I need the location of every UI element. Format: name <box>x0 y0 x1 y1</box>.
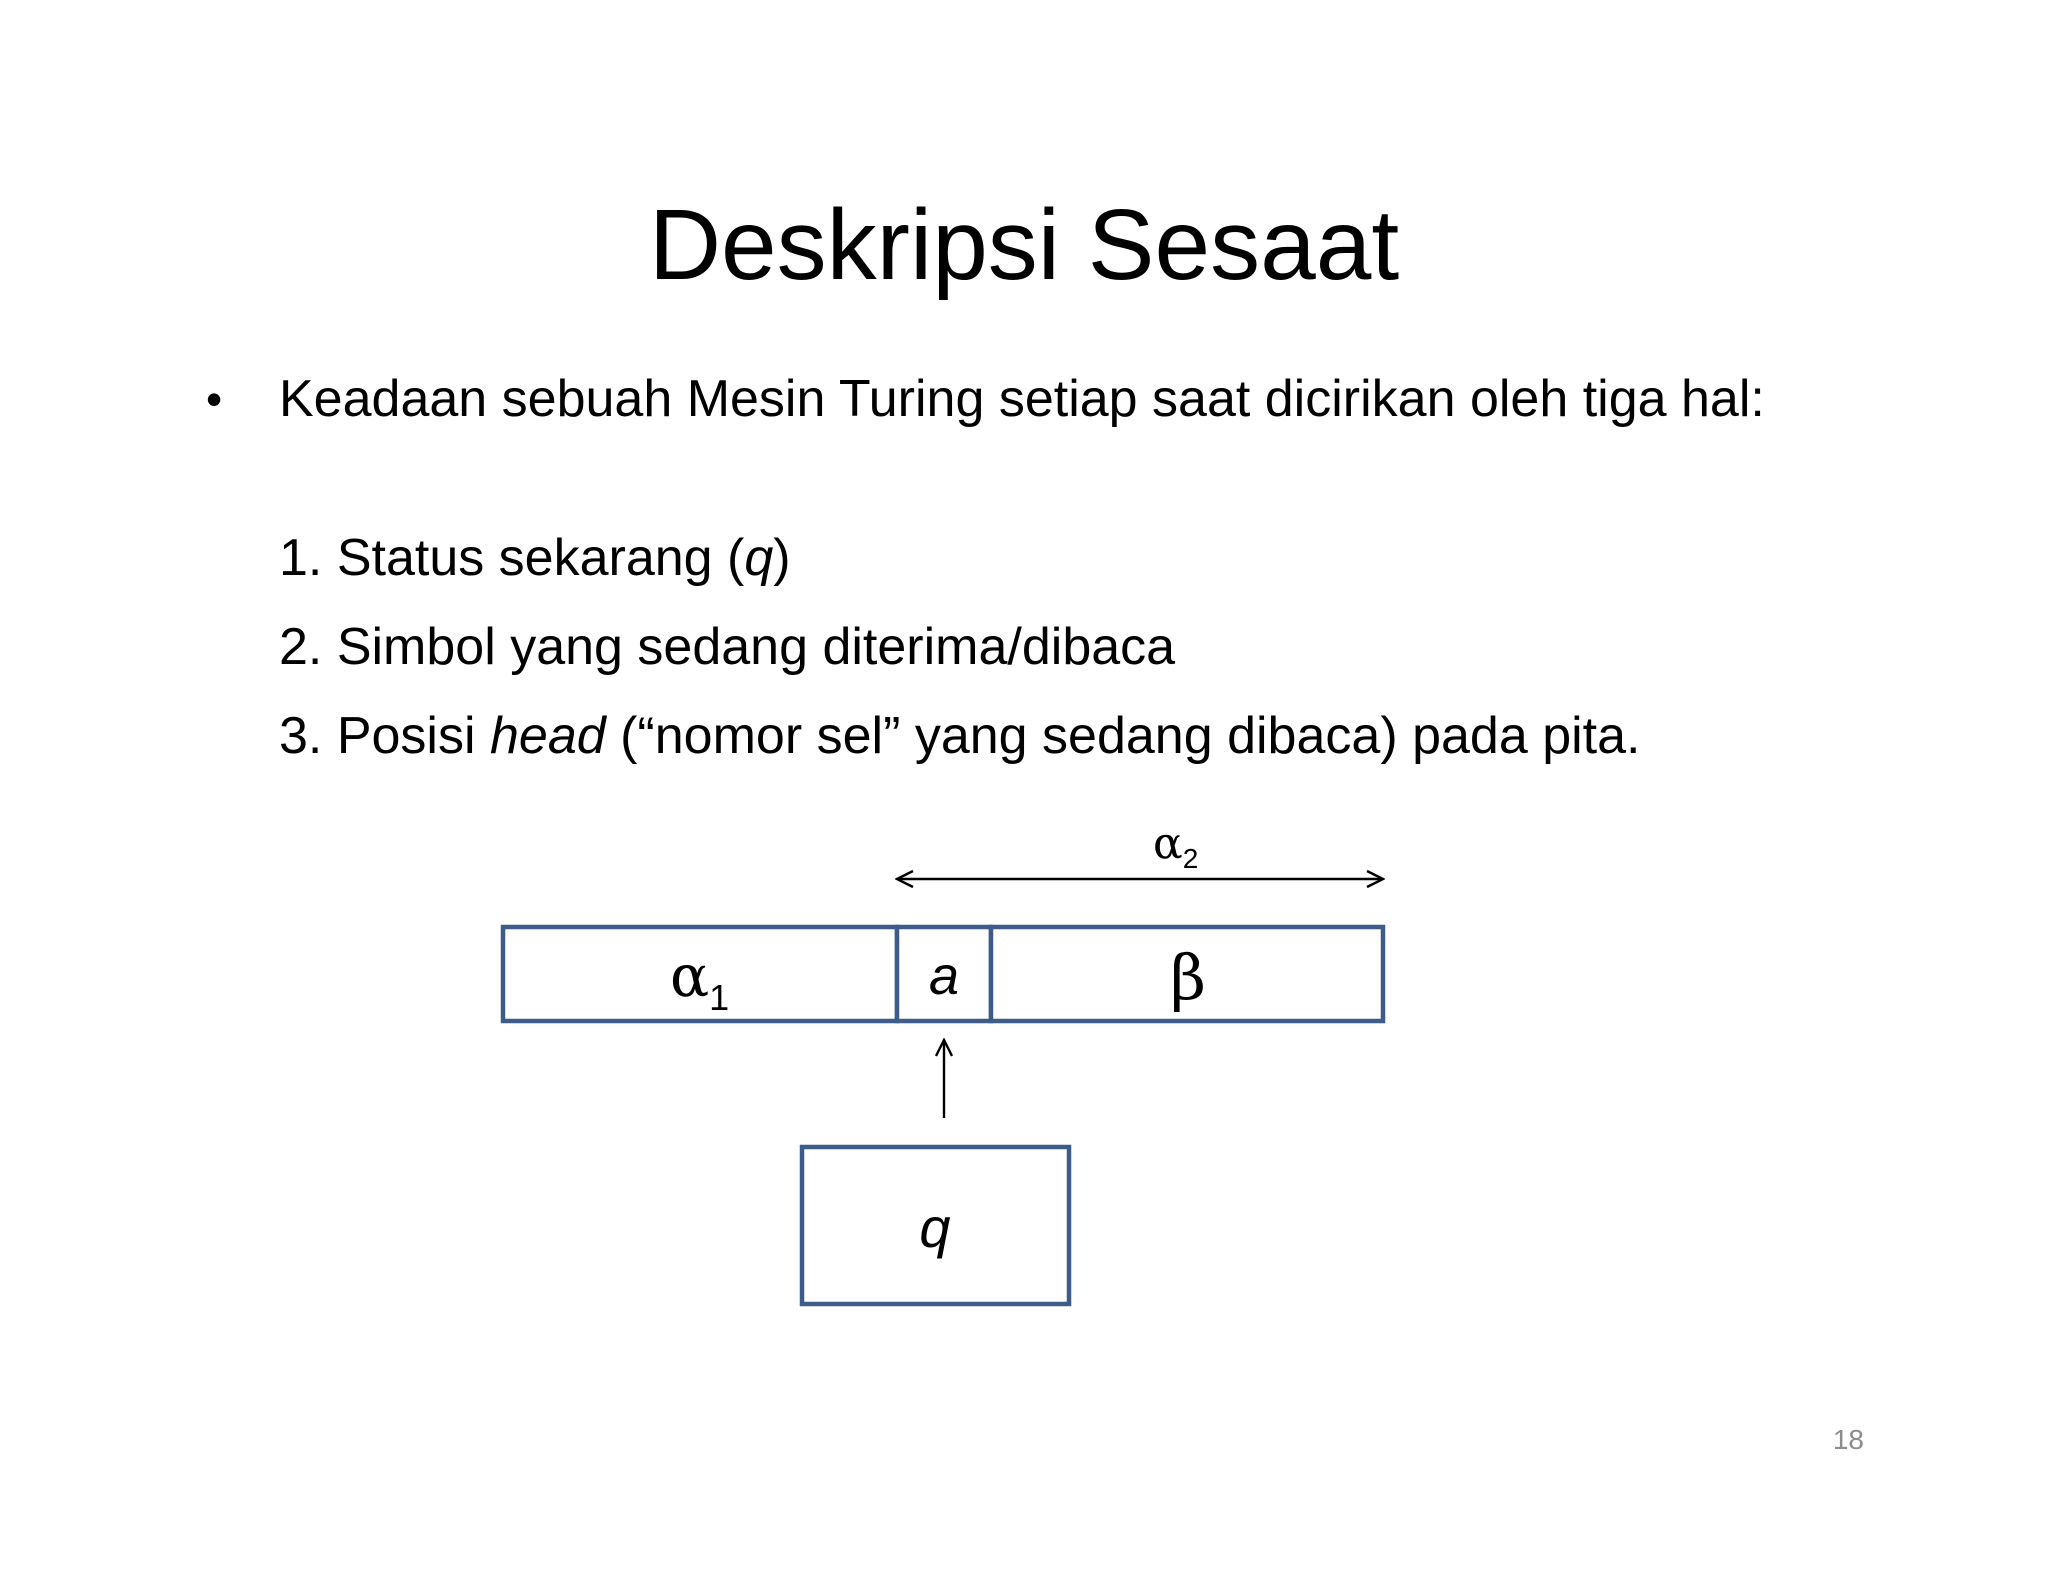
item-1-prefix: 1. Status sekarang ( <box>279 529 745 587</box>
page-number: 18 <box>1832 1424 1864 1455</box>
alpha2-base: α <box>1153 818 1183 869</box>
tape-beta-label: β <box>1170 941 1206 1014</box>
tape-current-symbol: a <box>928 946 960 1006</box>
item-1-suffix: ) <box>773 529 791 587</box>
item-3-italic: head <box>489 707 606 765</box>
item-1-italic: q <box>744 529 774 587</box>
alpha2-label <box>1153 818 1198 874</box>
state-label: q <box>919 1196 951 1259</box>
alpha2-subscript: 2 <box>1182 843 1199 874</box>
tape <box>503 927 1383 1021</box>
item-2-prefix: 2. Simbol yang sedang diterima/dibaca <box>279 618 1176 676</box>
alpha1-subscript: 1 <box>709 977 730 1018</box>
slide-title: Deskripsi Sesaat <box>648 189 1400 301</box>
item-3-suffix: (“nomor sel” yang sedang dibaca) pada pita. <box>605 707 1641 765</box>
alpha1-base: α <box>670 942 710 1010</box>
bullet-text: Keadaan sebuah Mesin Turing setiap saat dicirikan oleh tiga hal: <box>279 370 1765 428</box>
bullet-dot-icon: • <box>206 373 223 425</box>
item-3-prefix: 3. Posisi <box>279 707 490 765</box>
